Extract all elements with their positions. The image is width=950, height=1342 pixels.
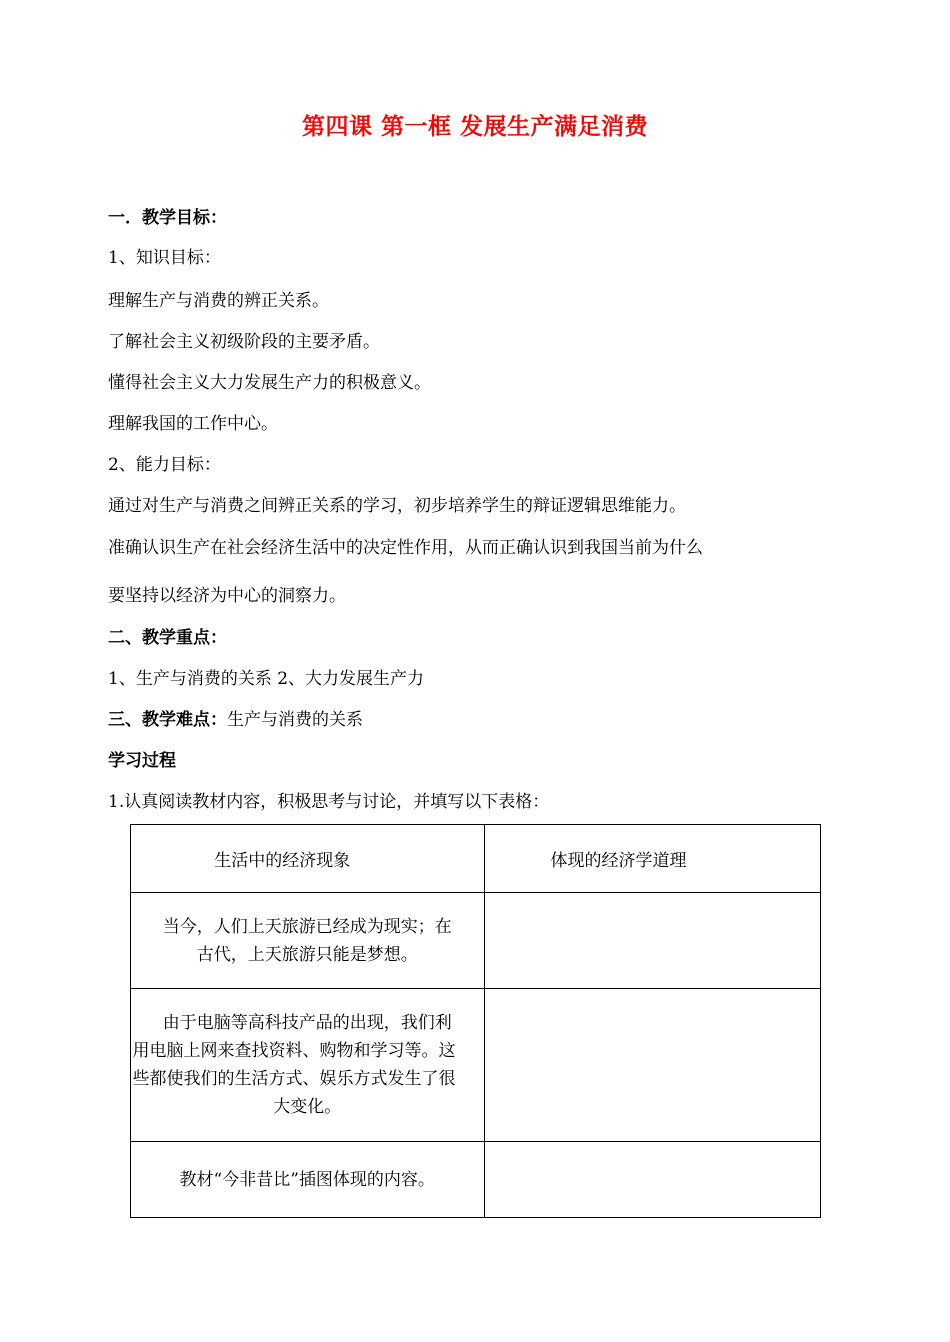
principle-cell[interactable] (484, 989, 821, 1142)
cell-line: 当今，人们上天旅游已经成为现实；在 (162, 916, 452, 937)
ability-objectives-heading: 2、能力目标： (108, 455, 221, 475)
learning-process-heading: 学习过程 (108, 751, 176, 771)
cell-line: 些都使我们的生活方式、娱乐方式发生了很 (132, 1069, 456, 1089)
phenomenon-cell (131, 989, 485, 1142)
ability-item: 要坚持以经济为中心的洞察力。 (108, 586, 346, 606)
cell-line: 由于电脑等高科技产品的出现，我们利 (162, 1013, 452, 1033)
header-phenomenon: 生活中的经济现象 (131, 825, 485, 893)
phenomenon-cell (131, 1142, 485, 1218)
difficulty-line (108, 705, 363, 730)
ability-item: 准确认识生产在社会经济生活中的决定性作用，从而正确认识到我国当前为什么 (108, 538, 703, 558)
header-principle: 体现的经济学道理 (484, 825, 821, 893)
cell-line: 用电脑上网来查找资料、购物和学习等。这 (132, 1041, 456, 1061)
table-row (131, 989, 821, 1142)
section-heading-difficulties: 三、教学难点： (108, 710, 227, 730)
process-instruction: 1.认真阅读教材内容，积极思考与讨论，并填写以下表格： (108, 792, 550, 812)
table-header-row (131, 825, 821, 893)
exercise-table (130, 824, 821, 1218)
cell-line: 大变化。 (273, 1097, 342, 1117)
knowledge-item: 懂得社会主义大力发展生产力的积极意义。 (108, 373, 431, 393)
difficulties-content: 生产与消费的关系 (227, 710, 363, 730)
table-row (131, 1142, 821, 1218)
table-row (131, 893, 821, 989)
section-heading-key-points: 二、教学重点： (108, 628, 227, 648)
phenomenon-cell (131, 893, 485, 989)
principle-cell[interactable] (484, 893, 821, 989)
cell-line: 古代，上天旅游只能是梦想。 (196, 944, 418, 965)
knowledge-item: 理解我国的工作中心。 (108, 414, 278, 434)
knowledge-item: 了解社会主义初级阶段的主要矛盾。 (108, 332, 380, 352)
principle-cell[interactable] (484, 1142, 821, 1218)
key-points-content: 1、生产与消费的关系 2、大力发展生产力 (108, 669, 425, 689)
knowledge-objectives-heading: 1、知识目标： (108, 248, 221, 268)
ability-item: 通过对生产与消费之间辨正关系的学习，初步培养学生的辩证逻辑思维能力。 (108, 496, 686, 516)
knowledge-item: 理解生产与消费的辨正关系。 (108, 291, 329, 311)
page-title: 第四课 第一框 发展生产满足消费 (301, 114, 648, 140)
cell-line: 教材“今非昔比”插图体现的内容。 (179, 1169, 435, 1190)
section-heading-objectives: 一．教学目标： (108, 208, 227, 228)
